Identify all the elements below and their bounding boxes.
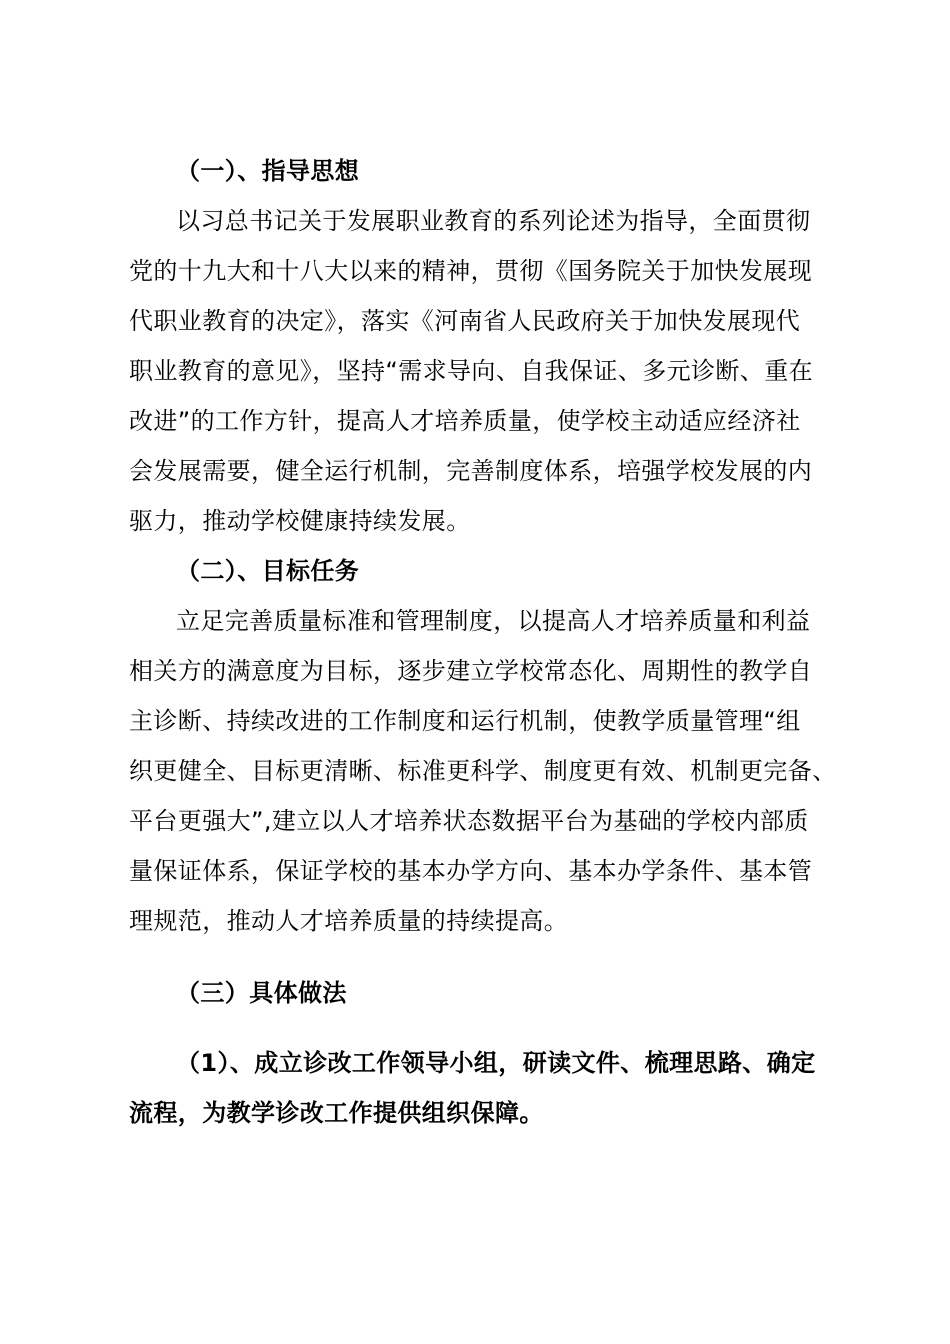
list-item-line: 流程，为教学诊改工作提供组织保障。: [129, 1099, 544, 1127]
paragraph-line: 代职业教育的决定》，落实《河南省人民政府关于加快发展现代: [129, 307, 801, 335]
paragraph-line: 主诊断、持续改进的工作制度和运行机制，使教学质量管理“组: [129, 707, 801, 735]
paragraph-line: 相关方的满意度为目标，逐步建立学校常态化、周期性的教学自: [129, 657, 813, 685]
paragraph-line: 改进”的工作方针，提高人才培养质量，使学校主动适应经济社: [129, 407, 801, 435]
paragraph-line: 驱力，推动学校健康持续发展。: [129, 507, 471, 535]
paragraph-line: 理规范，推动人才培养质量的持续提高。: [129, 907, 569, 935]
paragraph-line: 职业教育的意见》，坚持“需求导向、自我保证、多元诊断、重在: [129, 357, 814, 385]
paragraph-line: 党的十九大和十八大以来的精神，贯彻《国务院关于加快发展现: [129, 257, 813, 285]
section-heading-guiding-ideology: （一）、指导思想: [176, 157, 360, 185]
paragraph-line: 立足完善质量标准和管理制度，以提高人才培养质量和利益: [176, 607, 811, 635]
paragraph-line: 平台更强大”,建立以人才培养状态数据平台为基础的学校内部质: [129, 807, 809, 835]
paragraph-line: 量保证体系，保证学校的基本办学方向、基本办学条件、基本管: [129, 857, 813, 885]
paragraph-line: 以习总书记关于发展职业教育的系列论述为指导，全面贯彻: [176, 207, 811, 235]
list-item-line: （1）、成立诊改工作领导小组，研读文件、梳理思路、确定: [176, 1049, 816, 1077]
paragraph-line: 会发展需要，健全运行机制，完善制度体系，培强学校发展的内: [129, 457, 813, 485]
paragraph-line: 织更健全、目标更清晰、标准更科学、制度更有效、机制更完备、: [129, 757, 837, 785]
section-heading-specific-methods: （三）具体做法: [176, 979, 347, 1007]
section-heading-goals-tasks: （二）、目标任务: [176, 557, 360, 585]
